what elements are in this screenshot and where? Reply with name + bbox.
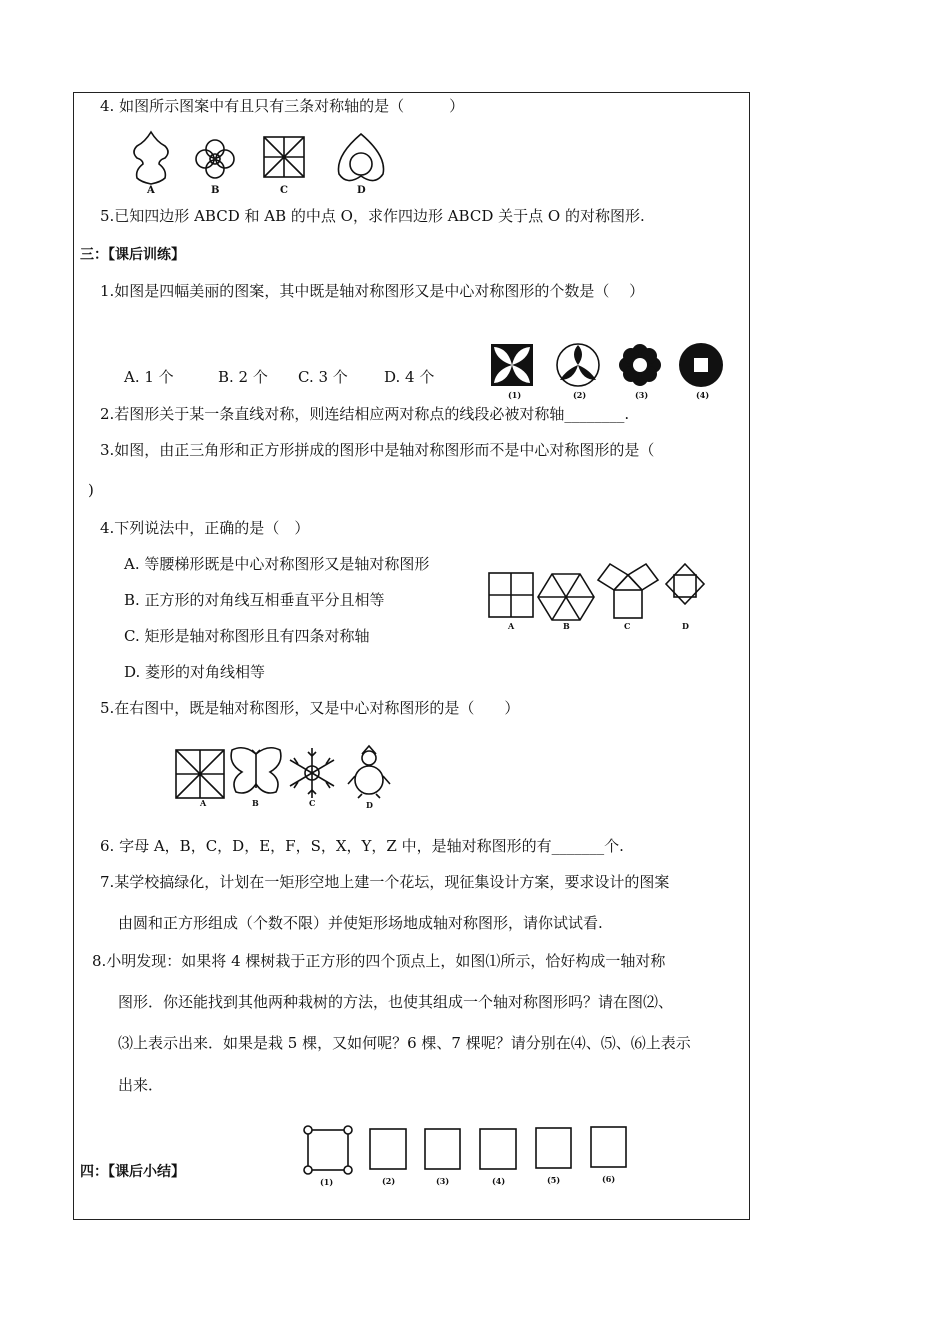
homework-1: 1.如图是四幅美丽的图案，其中既是轴对称图形又是中心对称图形的个数是（ ） [100, 282, 645, 300]
homework-8-line-4: 出来． [118, 1076, 164, 1094]
homework-6: 6. 字母 A，B，C，D，E，F，S，X，Y，Z 中，是轴对称图形的有_______个. [100, 837, 624, 855]
hw8-label-6: (6) [602, 1174, 616, 1184]
hw1-option-b: B. 2 个 [218, 368, 268, 386]
question-4: 4. 如图所示图案中有且只有三条对称轴的是（ ） [100, 97, 465, 115]
hw5-label-a: A [200, 798, 207, 808]
homework-7-line-1: 7.某学校搞绿化，计划在一矩形空地上建一个花坛，现征集设计方案，要求设计的图案 [100, 873, 670, 891]
hw1-label-4: (4) [696, 390, 710, 400]
homework-8-line-1: 8.小明发现：如果将 4 棵树栽于正方形的四个顶点上，如图⑴所示，恰好构成一轴对称 [92, 952, 666, 970]
hw1-label-1: (1) [508, 390, 522, 400]
hw8-label-5: (5) [547, 1175, 561, 1185]
homework-4: 4.下列说法中，正确的是（ ） [100, 519, 310, 537]
hw8-label-3: (3) [436, 1176, 450, 1186]
hw1-option-c: C. 3 个 [298, 368, 348, 386]
hw8-label-2: (2) [382, 1176, 396, 1186]
hw3-figures [486, 560, 716, 632]
hw8-label-4: (4) [492, 1176, 506, 1186]
homework-3-line-1: 3.如图，由正三角形和正方形拼成的图形中是轴对称图形而不是中心对称图形的是（ [100, 441, 655, 459]
hw1-label-3: (3) [635, 390, 649, 400]
homework-2: 2.若图形关于某一条直线对称，则连结相应两对称点的线段必被对称轴________. [100, 405, 630, 423]
homework-8-line-3: ⑶上表示出来．如果是栽 5 棵，又如何呢？6 棵、7 棵呢？请分别在⑷、⑸、⑹上表示 [118, 1034, 691, 1052]
homework-7-line-2: 由圆和正方形组成（个数不限）并使矩形场地成轴对称图形，请你试试看. [118, 914, 603, 932]
hw4-option-d: D. 菱形的对角线相等 [124, 663, 266, 681]
homework-3-line-2: ) [88, 481, 94, 499]
hw8-figures [300, 1122, 636, 1192]
hw1-figures [488, 340, 728, 402]
hw3-label-a: A [508, 621, 515, 631]
q4-label-d: D [357, 185, 366, 196]
hw5-figures [172, 742, 402, 810]
hw5-label-d: D [366, 800, 373, 810]
hw3-label-b: B [563, 621, 570, 631]
hw8-label-1: (1) [320, 1177, 334, 1187]
hw4-option-c: C. 矩形是轴对称图形且有四条对称轴 [124, 627, 370, 645]
q4-label-a: A [147, 185, 155, 196]
section-3-title: 三：【课后训练】 [80, 247, 185, 263]
q4-figures [125, 128, 395, 198]
hw3-label-c: C [624, 621, 631, 631]
question-5: 5.已知四边形 ABCD 和 AB 的中点 O，求作四边形 ABCD 关于点 O 的对称图形. [100, 207, 645, 225]
section-4-title: 四：【课后小结】 [80, 1164, 185, 1180]
homework-5: 5.在右图中，既是轴对称图形，又是中心对称图形的是（ ） [100, 699, 520, 717]
hw1-option-d: D. 4 个 [384, 368, 435, 386]
hw5-label-b: B [252, 798, 259, 808]
hw1-option-a: A. 1 个 [124, 368, 174, 386]
hw3-label-d: D [682, 621, 689, 631]
hw5-label-c: C [309, 798, 316, 808]
q4-label-b: B [211, 185, 220, 196]
hw4-option-b: B. 正方形的对角线互相垂直平分且相等 [124, 591, 385, 609]
homework-8-line-2: 图形．你还能找到其他两种栽树的方法，也使其组成一个轴对称图形吗？请在图⑵、 [118, 993, 674, 1011]
hw1-label-2: (2) [573, 390, 587, 400]
hw4-option-a: A. 等腰梯形既是中心对称图形又是轴对称图形 [124, 555, 430, 573]
q4-label-c: C [280, 185, 288, 196]
